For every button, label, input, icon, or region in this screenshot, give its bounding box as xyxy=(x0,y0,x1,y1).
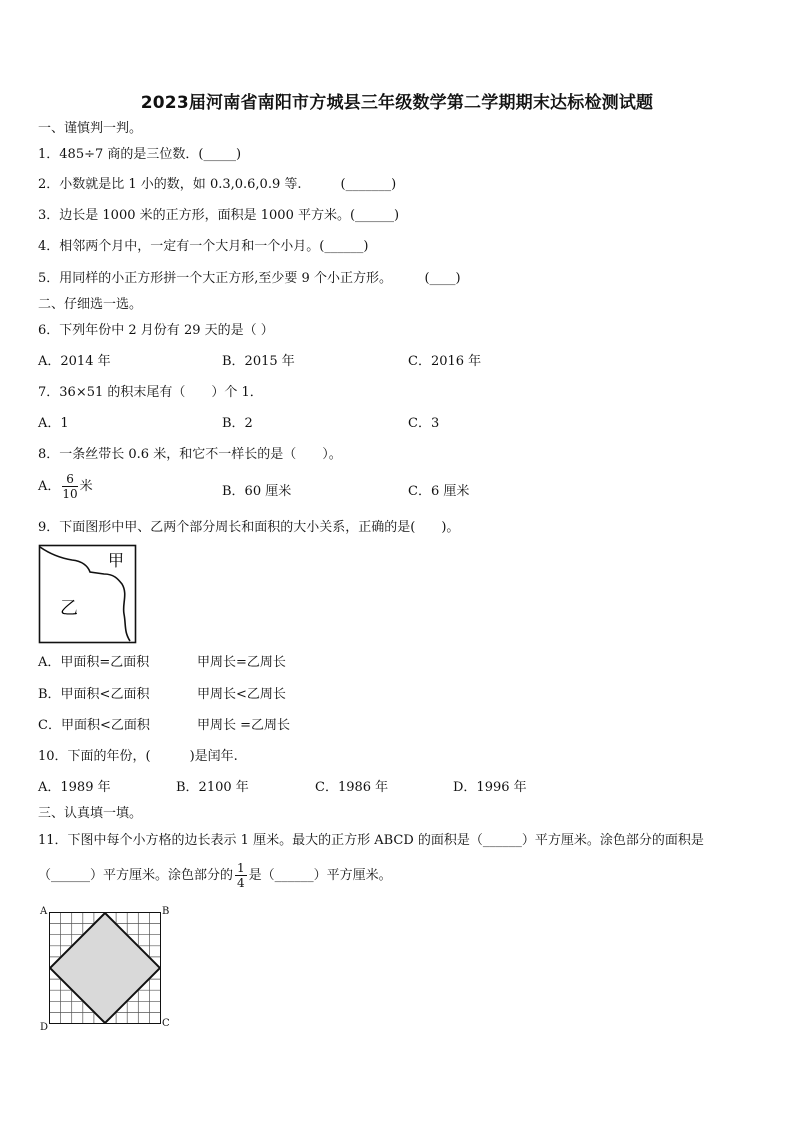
question-2: 2．小数就是比 1 小的数，如 0.3,0.6,0.9 等. (_______) xyxy=(38,177,397,192)
fraction-denominator: 4 xyxy=(237,876,245,890)
option-a-prefix: A． xyxy=(38,479,61,494)
question-4: 4．相邻两个月中，一定有一个大月和一个小月。(______) xyxy=(38,239,369,254)
question-6-stem: 6．下列年份中 2 月份有 29 天的是（ ） xyxy=(38,323,274,338)
shaded-inner-square xyxy=(50,913,160,1023)
question-9-option-a-perimeter: 甲周长=乙周长 xyxy=(197,655,286,670)
question-10-option-c: C．1986 年 xyxy=(315,780,389,795)
vertex-label-c: C xyxy=(162,1018,170,1029)
question-8-stem: 8．一条丝带长 0.6 米，和它不一样长的是（ ）。 xyxy=(38,447,342,462)
question-7-stem: 7．36×51 的积末尾有（ ）个 1． xyxy=(38,385,263,400)
question-11-line-1: 11．下图中每个小方格的边长表示 1 厘米。最大的正方形 ABCD 的面积是（______）平方厘米。涂色部分的面积是 xyxy=(38,833,704,848)
fraction-numerator: 1 xyxy=(237,861,245,875)
question-7-option-b: B．2 xyxy=(222,416,253,431)
question-9-option-b-area: B．甲面积<乙面积 xyxy=(38,687,150,702)
label-jia: 甲 xyxy=(108,551,125,570)
question-10-stem: 10．下面的年份，( )是闰年. xyxy=(38,749,238,764)
question-8-option-a xyxy=(38,472,93,501)
question-1: 1．485÷7 商的是三位数．(_____) xyxy=(38,147,242,162)
vertex-label-b: B xyxy=(162,906,170,917)
section-1-heading: 一、谨慎判一判。 xyxy=(38,121,143,136)
question-3: 3．边长是 1000 米的正方形，面积是 1000 平方米。(______) xyxy=(38,208,400,223)
question-11-line-2-prefix: （______）平方厘米。涂色部分的 xyxy=(38,868,234,883)
question-8-option-b: B．60 厘米 xyxy=(222,484,292,499)
fraction-numerator: 6 xyxy=(62,472,77,487)
label-yi: 乙 xyxy=(60,598,78,619)
question-9-option-b-perimeter: 甲周长<乙周长 xyxy=(197,687,286,702)
question-7-option-c: C．3 xyxy=(408,416,440,431)
option-a-unit: 米 xyxy=(79,479,93,494)
question-9-figure xyxy=(38,544,138,646)
page-title: 2023届河南省南阳市方城县三年级数学第二学期期末达标检测试题 xyxy=(140,93,654,113)
question-9-option-a-area: A．甲面积=乙面积 xyxy=(38,655,150,670)
question-5: 5．用同样的小正方形拼一个大正方形,至少要 9 个小正方形。 (____) xyxy=(38,271,461,286)
question-6-option-c: C．2016 年 xyxy=(408,354,482,369)
vertex-label-a: A xyxy=(40,906,48,917)
question-10-option-a: A．1989 年 xyxy=(38,780,111,795)
question-6-option-a: A．2014 年 xyxy=(38,354,111,369)
question-6-option-b: B．2015 年 xyxy=(222,354,295,369)
fraction-one-quarter xyxy=(235,861,247,890)
question-9-stem: 9．下面图形中甲、乙两个部分周长和面积的大小关系，正确的是( )。 xyxy=(38,520,460,535)
question-9-option-c-area: C．甲面积<乙面积 xyxy=(38,718,150,733)
question-10-option-d: D．1996 年 xyxy=(453,780,527,795)
fraction-six-tenths xyxy=(62,472,77,501)
question-7-option-a: A．1 xyxy=(38,416,69,431)
question-11-grid-figure xyxy=(49,912,161,1024)
question-8-option-c: C．6 厘米 xyxy=(408,484,470,499)
question-10-option-b: B．2100 年 xyxy=(176,780,249,795)
question-9-option-c-perimeter: 甲周长 =乙周长 xyxy=(197,718,291,733)
question-11-line-2 xyxy=(38,861,392,890)
section-2-heading: 二、仔细选一选。 xyxy=(38,297,143,312)
vertex-label-d: D xyxy=(40,1022,49,1033)
fraction-denominator: 10 xyxy=(62,487,78,501)
section-3-heading: 三、认真填一填。 xyxy=(38,806,143,821)
question-11-line-2-suffix: 是（______）平方厘米。 xyxy=(248,868,392,883)
